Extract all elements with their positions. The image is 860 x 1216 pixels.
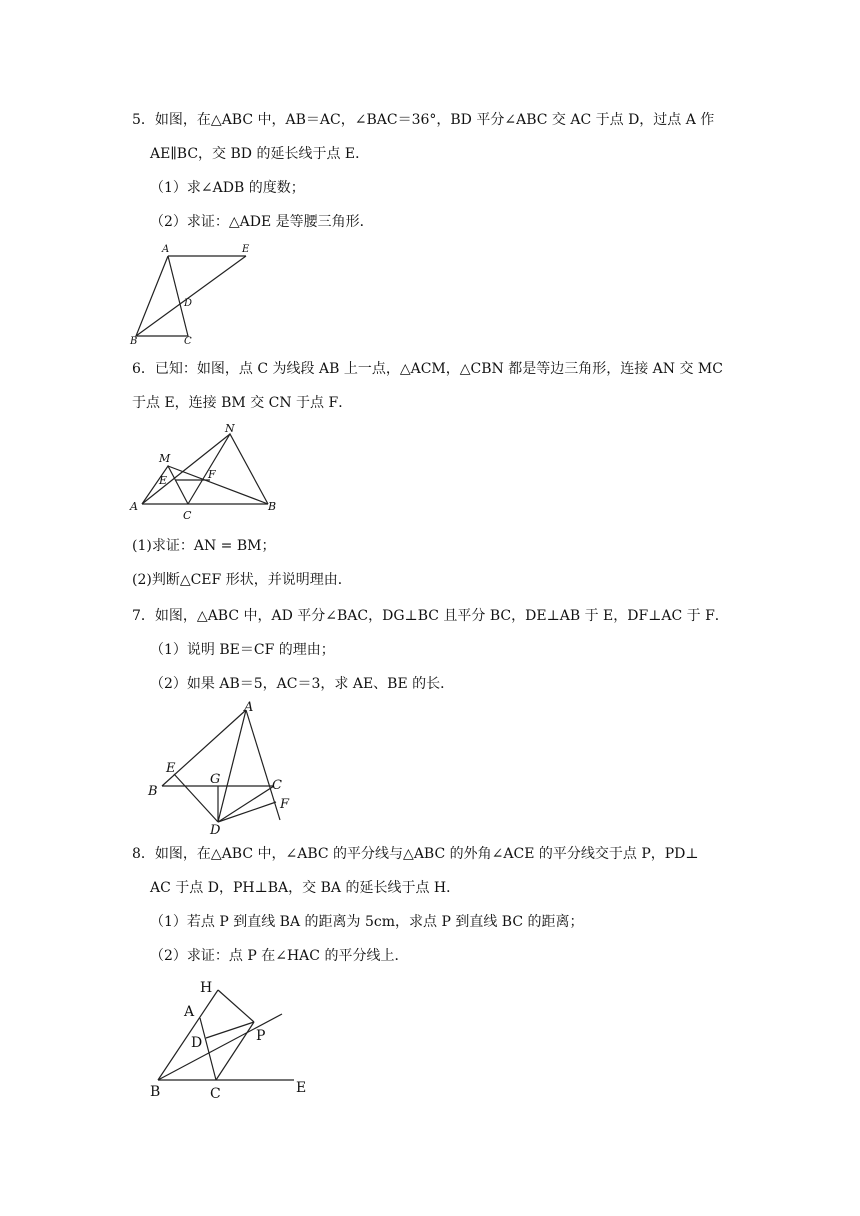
- problem-6-line-2: 于点 E，连接 BM 交 CN 于点 F．: [132, 395, 353, 411]
- problem-8-question-1: （1）若点 P 到直线 BA 的距离为 5cm，求点 P 到直线 BC 的距离；: [150, 914, 584, 930]
- label-e: E: [166, 761, 176, 776]
- problem-5-line-2: AE∥BC，交 BD 的延长线于点 E．: [150, 146, 370, 162]
- segment-cp: [216, 1022, 254, 1080]
- problem-6-question-1: (1)求证：AN = BM；: [132, 538, 276, 554]
- segment-hp: [218, 990, 254, 1022]
- label-d: D: [184, 298, 193, 309]
- label-b: B: [130, 336, 138, 347]
- label-e: E: [242, 244, 250, 255]
- problem-6-stem: 已知：如图，点 C 为线段 AB 上一点，△ACM，△CBN 都是等边三角形，连接 AN 交 MC: [154, 361, 723, 377]
- label-n: N: [225, 422, 235, 435]
- label-c: C: [272, 778, 282, 793]
- problem-6-line-1: [132, 359, 723, 379]
- label-c: C: [184, 336, 192, 347]
- label-e: E: [296, 1080, 307, 1096]
- label-a: A: [130, 500, 138, 513]
- segment-dc: [218, 786, 274, 822]
- segment-pd: [206, 1022, 254, 1038]
- label-c: C: [210, 1086, 221, 1102]
- triangle-abc: [136, 256, 188, 336]
- label-f: F: [208, 468, 216, 481]
- problem-8-question-2: （2）求证：点 P 在∠HAC 的平分线上．: [150, 948, 409, 964]
- label-e: E: [159, 474, 168, 487]
- problem-7-question-1: （1）说明 BE＝CF 的理由；: [150, 642, 335, 658]
- segment-an: [142, 434, 230, 504]
- segment-ac: [200, 1018, 216, 1080]
- problem-7-stem: 如图，△ABC 中，AD 平分∠BAC，DG⊥BC 且平分 BC，DE⊥AB 于 E，DF⊥AC 于 F．: [154, 608, 729, 624]
- problem-8-figure: [144, 974, 314, 1104]
- problem-7-figure: [144, 700, 294, 836]
- label-a: A: [184, 1004, 195, 1020]
- problem-6-number: 6．: [132, 361, 155, 377]
- label-p: P: [256, 1028, 266, 1044]
- label-d: D: [191, 1035, 203, 1051]
- problem-5-figure: [128, 240, 258, 348]
- label-h: H: [200, 980, 213, 996]
- problem-8-number: 8．: [132, 846, 155, 862]
- label-m: M: [159, 452, 171, 465]
- problem-5-question-1: （1）求∠ADB 的度数；: [150, 180, 305, 196]
- problem-5-question-2: （2）求证：△ADE 是等腰三角形．: [150, 214, 374, 230]
- segment-df: [218, 802, 276, 822]
- problem-5-stem: 如图，在△ABC 中，AB＝AC，∠BAC＝36°，BD 平分∠ABC 交 AC 于点 D，过点 A 作: [154, 112, 715, 128]
- segment-bp-ray: [158, 1014, 282, 1080]
- triangle-cbn: [188, 434, 268, 504]
- label-b: B: [150, 1084, 161, 1100]
- problem-5-number: 5．: [132, 112, 155, 128]
- problem-7-question-2: （2）如果 AB＝5，AC＝3，求 AE、BE 的长．: [150, 676, 455, 692]
- problem-8-line-1: [132, 844, 699, 864]
- label-c: C: [183, 509, 192, 522]
- label-f: F: [280, 797, 290, 812]
- problem-7-number: 7．: [132, 608, 155, 624]
- label-b: B: [268, 500, 277, 513]
- label-a: A: [162, 244, 170, 255]
- problem-6-question-2: (2)判断△CEF 形状，并说明理由．: [132, 572, 352, 588]
- label-g: G: [210, 772, 221, 787]
- segment-ad: [218, 710, 246, 822]
- label-b: B: [148, 784, 158, 799]
- problem-6-figure: [128, 420, 288, 522]
- label-a: A: [244, 700, 254, 715]
- problem-7-line-1: [132, 606, 729, 626]
- segment-bm: [168, 466, 268, 504]
- problem-8-line-2: AC 于点 D，PH⊥BA，交 BA 的延长线于点 H．: [150, 880, 461, 896]
- segment-af: [246, 710, 280, 820]
- problem-8-stem: 如图，在△ABC 中，∠ABC 的平分线与△ABC 的外角∠ACE 的平分线交于点 P，PD⊥: [154, 846, 699, 862]
- label-d: D: [210, 823, 221, 836]
- problem-5-line-1: [132, 110, 714, 130]
